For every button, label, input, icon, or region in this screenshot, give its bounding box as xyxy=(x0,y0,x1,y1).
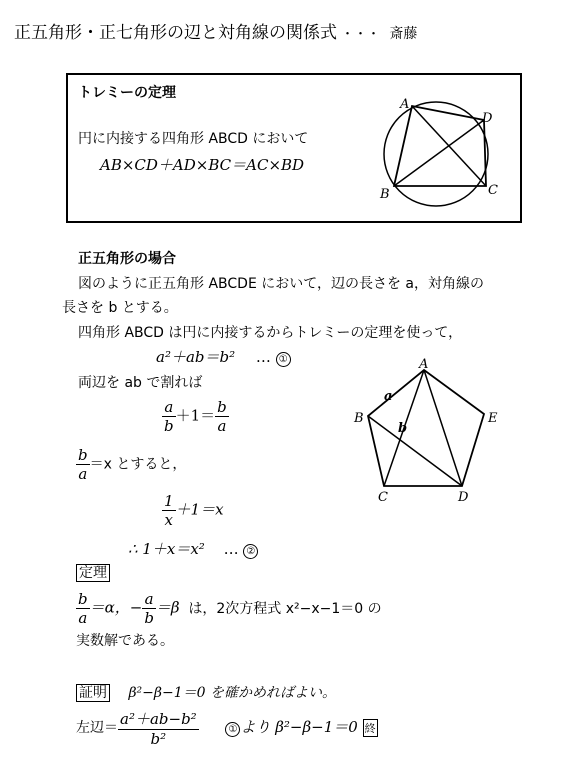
t2-num1: b xyxy=(78,590,88,608)
equation-3 xyxy=(162,492,224,529)
theorem-heading: トレミーの定理 xyxy=(78,85,176,101)
label-e: E xyxy=(488,411,498,426)
diagonal-ad xyxy=(424,370,462,486)
theorem2-text2: 実数解である。 xyxy=(76,633,174,649)
eq2-den1: b xyxy=(164,417,174,435)
ptolemy-figure xyxy=(372,92,512,212)
equation-4 xyxy=(128,538,258,559)
label-c: C xyxy=(378,490,388,505)
sub-den: a xyxy=(78,465,88,483)
label-a: A xyxy=(400,97,410,112)
proof-tail: より β²−β−1＝0 xyxy=(240,718,358,736)
theorem-statement: 円に内接する四角形 ABCD において xyxy=(78,131,309,147)
author-name: 斎藤 xyxy=(389,26,418,42)
proof-num: a²＋ab−b² xyxy=(120,710,197,728)
theorem2-label-text: 定理 xyxy=(76,564,110,582)
pentagon-para3: 四角形 ABCD は円に内接するからトレミーの定理を使って， xyxy=(78,325,463,341)
proof-label: 証明 xyxy=(76,684,110,702)
eq2-num1: a xyxy=(162,398,176,417)
proof-mark: ① xyxy=(225,722,240,737)
equation-1 xyxy=(156,346,291,367)
proof-text: β²−β−1＝0 を確かめればよい。 xyxy=(128,685,336,701)
t2-den2: b xyxy=(144,609,154,627)
divide-text: 両辺を ab で割れば xyxy=(78,375,203,391)
eq3-num: 1 xyxy=(164,492,174,510)
eq4-text: ∴ 1＋x＝x² xyxy=(128,540,205,558)
title-dots: ・・・ xyxy=(341,27,381,42)
label-diag-b: b xyxy=(398,421,408,436)
eq2-den2: a xyxy=(217,417,227,435)
eq1-text: a²＋ab＝b² xyxy=(156,348,236,366)
theorem2-statement xyxy=(76,590,382,627)
proof-equation xyxy=(76,708,378,748)
label-d: D xyxy=(458,490,469,505)
eq1-mark: ① xyxy=(276,352,291,367)
proof-line xyxy=(76,682,336,702)
eq2-mid: ＋1＝ xyxy=(175,406,216,425)
eq4-dots: … xyxy=(223,540,239,558)
label-side-a: a xyxy=(384,389,393,404)
label-d: D xyxy=(482,111,493,126)
label-a: A xyxy=(419,357,429,372)
sub-num: b xyxy=(78,446,88,464)
pentagon-para1: 図のように正五角形 ABCDE において，辺の長さを a，対角線の xyxy=(78,276,484,292)
pentagon-para2: 長さを b とする。 xyxy=(62,300,178,316)
t2-den1: a xyxy=(78,609,88,627)
sub-text: ＝x とすると， xyxy=(89,456,187,473)
eq4-mark: ② xyxy=(243,544,258,559)
equation-2 xyxy=(162,398,229,435)
label-b: B xyxy=(380,187,390,202)
proof-lhs: 左辺＝ xyxy=(76,720,118,736)
quadrilateral xyxy=(394,106,486,186)
t2-text: は，2次方程式 x²−x−1＝0 の xyxy=(188,600,382,617)
eq2-num2: b xyxy=(217,398,227,416)
eq3-rest: ＋1＝x xyxy=(175,500,224,519)
t2-eq1: ＝α，− xyxy=(89,598,143,617)
substitution xyxy=(76,446,186,483)
title-text: 正五角形・正七角形の辺と対角線の関係式 xyxy=(14,23,337,43)
eq3-den: x xyxy=(164,511,173,529)
label-b: B xyxy=(354,411,364,426)
page-title xyxy=(14,18,417,43)
theorem-formula: AB×CD＋AD×BC＝AC×BD xyxy=(100,156,305,174)
proof-den: b² xyxy=(150,730,167,748)
theorem2-label xyxy=(76,562,110,582)
eq1-dots: … xyxy=(255,348,271,366)
label-c: C xyxy=(488,183,498,198)
qed-mark: 終 xyxy=(363,719,378,737)
t2-eq2: ＝β xyxy=(155,598,180,617)
t2-num2: a xyxy=(142,590,156,609)
pentagon-heading: 正五角形の場合 xyxy=(78,251,176,267)
pentagon-outline xyxy=(368,370,484,486)
pentagon-figure xyxy=(348,356,508,506)
